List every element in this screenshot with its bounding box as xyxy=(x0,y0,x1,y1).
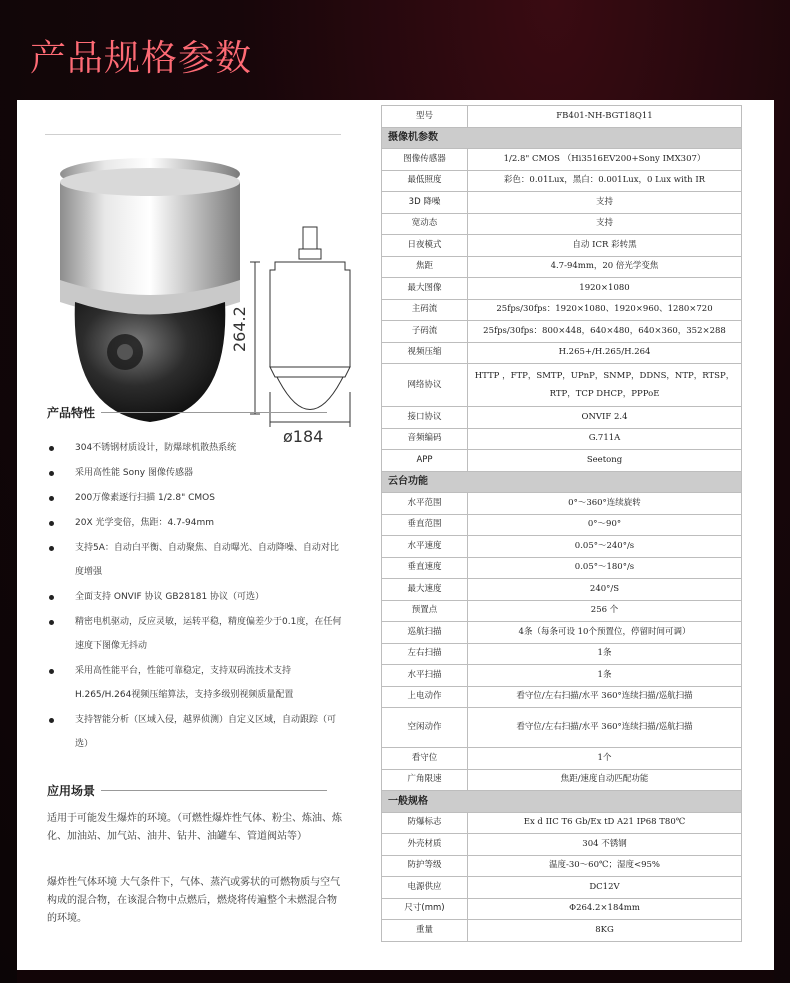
spec-key: APP xyxy=(382,450,468,472)
spec-group-title: 一般规格 xyxy=(382,791,742,813)
spec-value: 1920×1080 xyxy=(468,278,742,300)
page-title: 产品规格参数 xyxy=(30,38,253,79)
table-row xyxy=(382,665,742,687)
table-row xyxy=(382,898,742,920)
spec-key: 视频压缩 xyxy=(382,342,468,364)
spec-key: 接口协议 xyxy=(382,407,468,429)
spec-key: 电源供应 xyxy=(382,877,468,899)
spec-group-header xyxy=(382,127,742,149)
spec-key: 水平扫描 xyxy=(382,665,468,687)
spec-key: 最大速度 xyxy=(382,579,468,601)
feature-item: 精密电机驱动，反应灵敏，运转平稳，精度偏差少于0.1度，在任何速度下图像无抖动 xyxy=(47,610,347,658)
table-row xyxy=(382,342,742,364)
table-row xyxy=(382,213,742,235)
spec-value: 1/2.8" CMOS （Hi3516EV200+Sony IMX307） xyxy=(468,149,742,171)
spec-value: DC12V xyxy=(468,877,742,899)
spec-value: FB401-NH-BGT18Q11 xyxy=(468,106,742,128)
table-row xyxy=(382,192,742,214)
table-row xyxy=(382,536,742,558)
spec-key: 巡航扫描 xyxy=(382,622,468,644)
table-row xyxy=(382,106,742,128)
table-row xyxy=(382,920,742,942)
table-row xyxy=(382,748,742,770)
features-heading: 产品特性 xyxy=(47,404,327,421)
spec-sheet xyxy=(17,100,774,970)
spec-value: 看守位/左右扫描/水平 360°连续扫描/巡航扫描 xyxy=(468,686,742,708)
table-row xyxy=(382,149,742,171)
spec-key: 上电动作 xyxy=(382,686,468,708)
table-row xyxy=(382,514,742,536)
spec-table xyxy=(381,105,742,942)
spec-value: 1个 xyxy=(468,748,742,770)
spec-key: 垂直范围 xyxy=(382,514,468,536)
spec-key: 尺寸(mm) xyxy=(382,898,468,920)
spec-key: 子码流 xyxy=(382,321,468,343)
feature-item: 200万像素逐行扫描 1/2.8" CMOS xyxy=(47,486,347,510)
scene-heading: 应用场景 xyxy=(47,782,327,799)
feature-item: 采用高性能 Sony 图像传感器 xyxy=(47,461,347,485)
spec-key: 看守位 xyxy=(382,748,468,770)
table-row xyxy=(382,622,742,644)
spec-key: 型号 xyxy=(382,106,468,128)
feature-item: 采用高性能平台，性能可靠稳定，支持双码流技术支持 H.265/H.264视频压缩算法，支持多级别视频质量配置 xyxy=(47,659,347,707)
table-row xyxy=(382,877,742,899)
feature-item: 20X 光学变倍，焦距：4.7-94mm xyxy=(47,511,347,535)
spec-value: 彩色：0.01Lux，黑白：0.001Lux，0 Lux with IR xyxy=(468,170,742,192)
footer-bar xyxy=(17,970,774,983)
spec-value: Seetong xyxy=(468,450,742,472)
spec-value: 256 个 xyxy=(468,600,742,622)
camera-illustration xyxy=(45,152,365,442)
spec-value: G.711A xyxy=(468,428,742,450)
spec-group-title: 云台功能 xyxy=(382,471,742,493)
scene-paragraph: 爆炸性气体环境 大气条件下，气体、蒸汽或雾状的可燃物质与空气构成的混合物，在该混合物中点燃后，燃烧将传遍整个未燃混合物的环境。 xyxy=(47,877,341,924)
scene-paragraph: 适用于可能发生爆炸的环境。（可燃性爆炸性气体、粉尘、炼油、炼化、加油站、加气站、油井、钻井、油罐车、管道阀站等） xyxy=(47,813,342,842)
spec-value: HTTP ，FTP，SMTP，UPnP，SNMP，DDNS，NTP，RTSP，RTP，TCP DHCP，PPPoE xyxy=(468,364,742,407)
spec-key: 音频编码 xyxy=(382,428,468,450)
spec-value: 支持 xyxy=(468,213,742,235)
spec-value: 240°/S xyxy=(468,579,742,601)
spec-key: 水平速度 xyxy=(382,536,468,558)
spec-value: 1条 xyxy=(468,643,742,665)
spec-value: 4.7-94mm，20 倍光学变焦 xyxy=(468,256,742,278)
spec-key: 空闲动作 xyxy=(382,708,468,748)
table-row xyxy=(382,493,742,515)
spec-value: 焦距/速度自动匹配功能 xyxy=(468,769,742,791)
spec-value: 看守位/左右扫描/水平 360°连续扫描/巡航扫描 xyxy=(468,708,742,748)
spec-group-header xyxy=(382,791,742,813)
table-row xyxy=(382,855,742,877)
spec-value: Φ264.2×184mm xyxy=(468,898,742,920)
spec-value: ONVIF 2.4 xyxy=(468,407,742,429)
divider xyxy=(45,134,341,135)
spec-key: 最低照度 xyxy=(382,170,468,192)
spec-key: 防护等级 xyxy=(382,855,468,877)
spec-value: 0.05°～180°/s xyxy=(468,557,742,579)
table-row xyxy=(382,428,742,450)
spec-value: 0.05°～240°/s xyxy=(468,536,742,558)
table-row xyxy=(382,643,742,665)
spec-key: 左右扫描 xyxy=(382,643,468,665)
spec-key: 预置点 xyxy=(382,600,468,622)
dim-height: 264.2 xyxy=(230,306,249,352)
table-row xyxy=(382,321,742,343)
spec-key: 3D 降噪 xyxy=(382,192,468,214)
table-row xyxy=(382,579,742,601)
table-row xyxy=(382,769,742,791)
spec-value: 0°～90° xyxy=(468,514,742,536)
spec-value: 304 不锈钢 xyxy=(468,834,742,856)
spec-key: 宽动态 xyxy=(382,213,468,235)
dim-diameter: ø184 xyxy=(283,427,324,442)
spec-key: 广角限速 xyxy=(382,769,468,791)
spec-key: 图像传感器 xyxy=(382,149,468,171)
spec-key: 水平范围 xyxy=(382,493,468,515)
table-row xyxy=(382,278,742,300)
feature-item: 支持智能分析（区域入侵，越界侦测）自定义区域，自动跟踪（可选） xyxy=(47,708,347,756)
features-list xyxy=(47,436,347,757)
spec-value: 25fps/30fps：800×448，640×480，640×360，352×288 xyxy=(468,321,742,343)
spec-key: 最大图像 xyxy=(382,278,468,300)
table-row xyxy=(382,834,742,856)
table-row xyxy=(382,299,742,321)
table-row xyxy=(382,407,742,429)
feature-item: 全面支持 ONVIF 协议 GB28181 协议（可选） xyxy=(47,585,347,609)
spec-value: 1条 xyxy=(468,665,742,687)
table-row xyxy=(382,686,742,708)
table-row xyxy=(382,450,742,472)
table-row xyxy=(382,812,742,834)
spec-key: 外壳材质 xyxy=(382,834,468,856)
spec-value: 25fps/30fps：1920×1080、1920×960、1280×720 xyxy=(468,299,742,321)
table-row xyxy=(382,557,742,579)
spec-value: 8KG xyxy=(468,920,742,942)
spec-key: 日夜模式 xyxy=(382,235,468,257)
spec-group-title: 摄像机参数 xyxy=(382,127,742,149)
spec-value: 温度-30～60℃；湿度<95% xyxy=(468,855,742,877)
table-row xyxy=(382,235,742,257)
spec-key: 重量 xyxy=(382,920,468,942)
spec-value: H.265+/H.265/H.264 xyxy=(468,342,742,364)
feature-item: 304不锈钢材质设计，防爆球机散热系统 xyxy=(47,436,347,460)
table-row xyxy=(382,364,742,407)
feature-item: 支持5A：自动白平衡、自动聚焦、自动曝光、自动降噪、自动对比度增强 xyxy=(47,536,347,584)
spec-group-header xyxy=(382,471,742,493)
table-row xyxy=(382,600,742,622)
spec-key: 主码流 xyxy=(382,299,468,321)
spec-value: 支持 xyxy=(468,192,742,214)
spec-value: 0°～360°连续旋转 xyxy=(468,493,742,515)
table-row xyxy=(382,256,742,278)
spec-key: 垂直速度 xyxy=(382,557,468,579)
spec-key: 焦距 xyxy=(382,256,468,278)
spec-key: 防爆标志 xyxy=(382,812,468,834)
table-row xyxy=(382,170,742,192)
table-row xyxy=(382,708,742,748)
spec-key: 网络协议 xyxy=(382,364,468,407)
spec-value: Ex d IIC T6 Gb/Ex tD A21 IP68 T80℃ xyxy=(468,812,742,834)
spec-value: 自动 ICR 彩转黑 xyxy=(468,235,742,257)
spec-value: 4条（每条可设 10个预置位，停留时间可调） xyxy=(468,622,742,644)
left-column xyxy=(17,100,382,970)
